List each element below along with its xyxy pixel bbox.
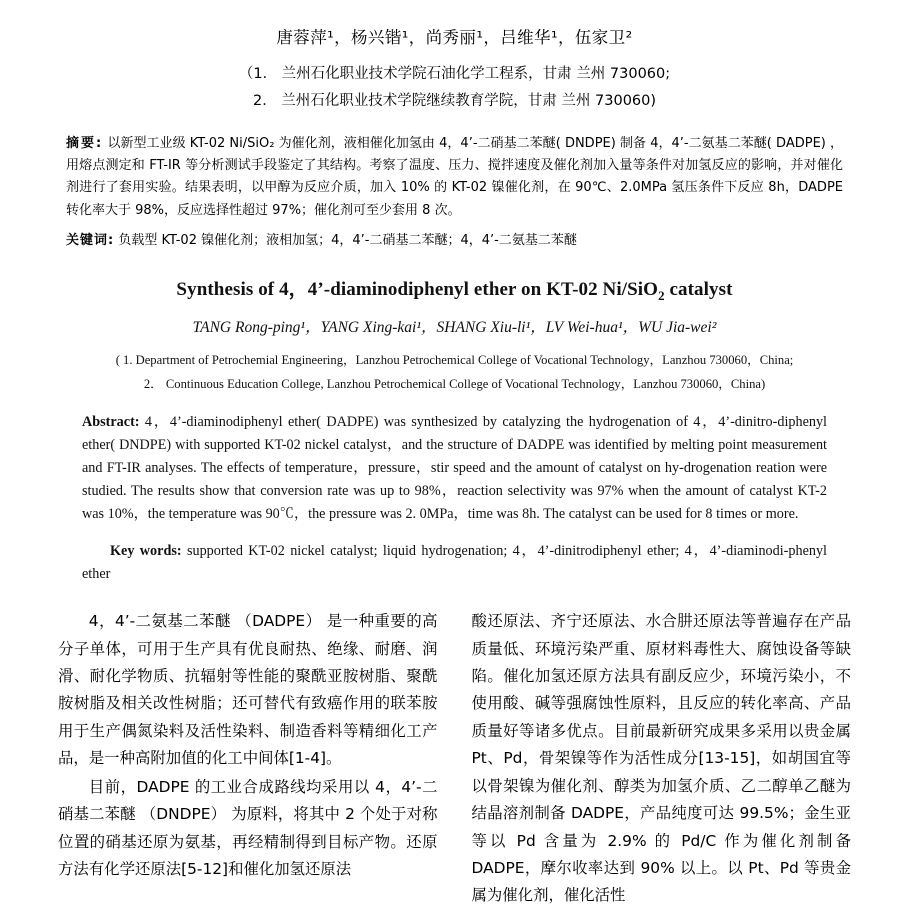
paragraph: 4，4’-二氨基二苯醚 （DADPE） 是一种重要的高分子单体，可用于生产具有优良耐热、绝缘、耐磨、润滑、耐化学物质、抗辐射等性能的聚酰亚胺树脂、聚酰胺树脂及相关改性树脂；还可替代有致癌作用的联苯胺用于生产偶氮染料及活性染料、制造香料等精细化工产品，是一种高附加值的化工中间体[1-4]。 <box>58 612 438 768</box>
english-author-list: TANG Rong-ping¹，YANG Xing-kai¹，SHANG Xiu-li¹，LV Wei-hua¹，WU Jia-wei² <box>192 319 717 337</box>
chinese-keywords-text: 负载型 KT-02 镍催化剂；液相加氢；4，4’-二硝基二苯醚；4，4’-二氨基二苯醚 <box>118 233 577 249</box>
chinese-affiliations <box>36 61 873 115</box>
body-column-right <box>472 608 852 910</box>
english-title-subscript: 2 <box>658 287 665 303</box>
english-keywords <box>82 540 827 586</box>
paragraph: 目前，DADPE 的工业合成路线均采用以 4，4’-二硝基二苯醚 （DNDPE） 为原料，将其中 2 个处于对称位置的硝基还原为氨基，再经精制得到目标产物。还原方法有化学还原法[5-12]和催化加氢还原法 <box>58 777 438 878</box>
english-abstract-text: 4，4’-diaminodiphenyl ether( DADPE) was synthesized by catalyzing the hydrogenation of 4，4’-dinitro-diphenyl ether( DNDPE) with supported KT-02 nickel catalyst，and the structure of DADPE was identified by melting point measurement and FT-IR analyses. The effects of temperature，pressure，stir speed and the amount of catalyst on hy-drogenation reation were studied. The results show that conversion rate was up to 98%，reaction selectivity was 97% when the amount of catalyst KT-2 was 10%，the temperature was 90℃，the pressure was 2. 0MPa，time was 8h. The catalyst can be used for 8 times or more. <box>82 414 827 522</box>
chinese-affiliation-1: （1． 兰州石化职业技术学院石油化学工程系，甘肃 兰州 730060; <box>238 66 671 82</box>
english-title <box>36 274 873 301</box>
paragraph: 酸还原法、齐宁还原法、水合肼还原法等普遍存在产品质量低、环境污染严重、原材料毒性大、腐蚀设备等缺陷。催化加氢还原方法具有副反应少，环境污染小，不使用酸、碱等强腐蚀性原料，且反应的转化率高、产品质量好等诸多优点。目前最新研究成果多采用以贵金属 Pt、Pd，骨架镍等作为活性成分[13-15]，如胡国宜等以骨架镍为催化剂、醇类为加氢介质、乙二醇单乙醚为结晶溶剂制备 DADPE，产品纯度可达 99.5%；金生亚等以 Pd 含量为 2.9% 的 Pd/C 作为催化剂制备 DADPE，摩尔收率达到 90% 以上。以 Pt、Pd 等贵金属为催化剂，催化活性 <box>471 612 851 905</box>
english-title-part2: catalyst <box>664 279 733 301</box>
english-abstract-label: Abstract: <box>82 414 140 430</box>
chinese-affiliation-2: 2． 兰州石化职业技术学院继续教育学院，甘肃 兰州 730060) <box>252 92 657 109</box>
english-title-part1: Synthesis of 4，4’-diaminodiphenyl ether on KT-02 Ni/SiO <box>176 279 659 301</box>
english-abstract <box>82 411 827 526</box>
body-column-left <box>58 608 438 910</box>
chinese-abstract-text: 以新型工业级 KT-02 Ni/SiO₂ 为催化剂，液相催化加氢由 4，4’-二硝基二苯醚( DNDPE) 制备 4，4’-二氨基二苯醚( DADPE) ，用熔点测定和 FT-IR 等分析测试手段鉴定了其结构。考察了温度、压力、搅拌速度及催化剂加入量等条件对加氢反应的影响，并对催化剂进行了套用实验。结果表明，以甲醇为反应介质，加入 10% 的 KT-02 镍催化剂，在 90℃、2.0MPa 氢压条件下反应 8h，DADPE 转化率大于 98%，反应选择性超过 97%；催化剂可至少套用 8 次。 <box>66 135 844 218</box>
chinese-keywords <box>66 230 843 252</box>
english-keywords-label: Key words: <box>110 543 182 560</box>
english-affiliation-1: ( 1. Department of Petrochemial Engineering，Lanzhou Petrochemical College of Vocational Technology，Lanzhou 730060，China; <box>115 353 794 368</box>
english-affiliations <box>36 349 873 397</box>
chinese-keywords-label: 关键词: <box>66 233 115 249</box>
english-keywords-text: supported KT-02 nickel catalyst; liquid hydrogenation; 4，4’-dinitrodiphenyl ether; 4，4’-diaminodi-phenyl ether <box>82 543 828 583</box>
chinese-abstract <box>66 133 843 222</box>
chinese-author-list: 唐蓉萍¹，杨兴锴¹，尚秀丽¹，吕维华¹，伍家卫² <box>276 28 633 47</box>
chinese-abstract-label: 摘要: <box>66 135 104 151</box>
body-two-columns <box>58 608 851 910</box>
english-affiliation-2: 2． Continuous Education College, Lanzhou Petrochemical College of Vocational Technology，Lanzhou 730060，China) <box>143 377 766 392</box>
